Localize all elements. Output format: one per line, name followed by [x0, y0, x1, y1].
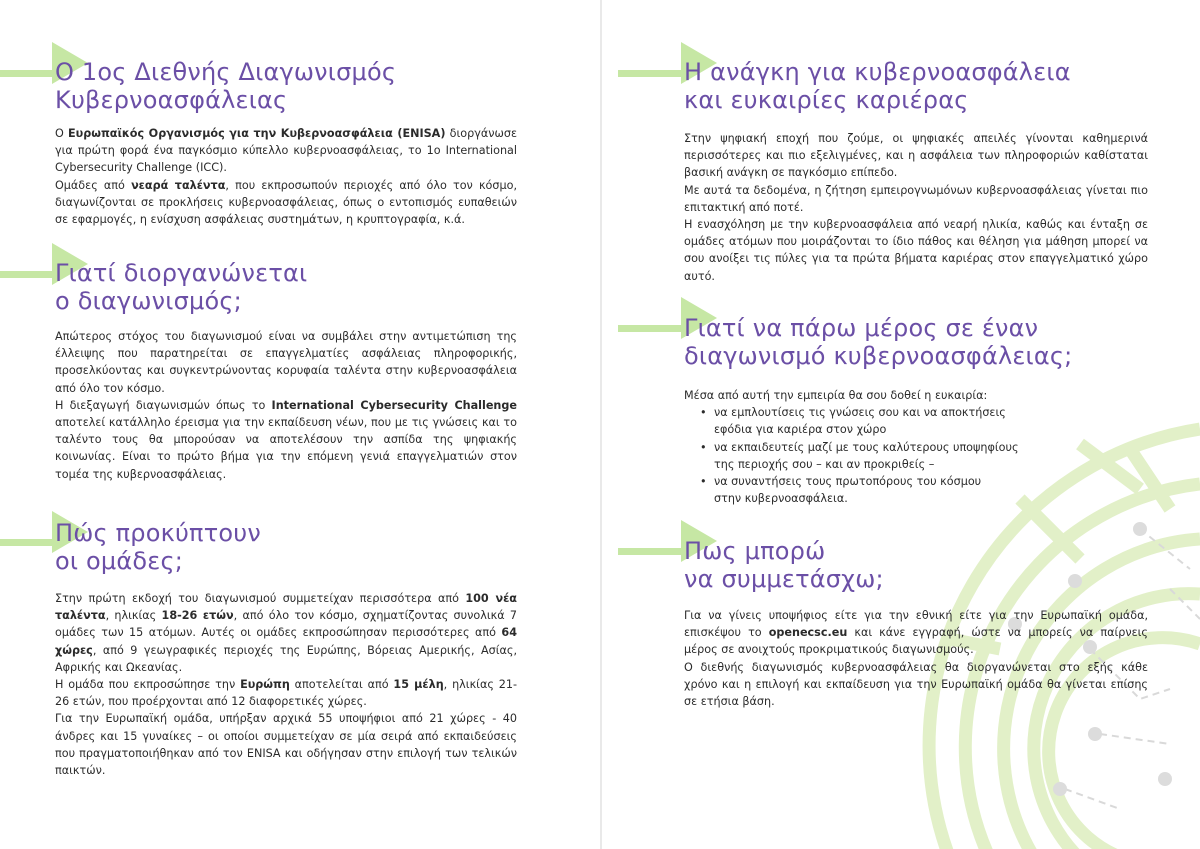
list-benefits: Μέσα από αυτή την εμπειρία θα σου δοθεί η ευκαιρία: • να εμπλουτίσεις τις γνώσεις σου και να αποκτήσεις εφόδια για καριέρα στον χώρο • να εκπαιδευτείς μαζί με τους καλύτερους υποψηφίους της περιοχής σου – και αν προκριθείς – • να συναντήσεις τους πρωτοπόρους του κόσμου στην κυβερνοασφάλεια.: [684, 387, 1148, 507]
heading-why-participate: Γιατί να πάρω μέρος σε έναν διαγωνισμό κυβερνοασφάλειας;: [684, 314, 1073, 370]
list-item: • να συναντήσεις τους πρωτοπόρους του κόσμου στην κυβερνοασφάλεια.: [700, 475, 982, 506]
paragraph-how-participate: Για να γίνεις υποψήφιος είτε για την εθνική είτε για την Ευρωπαϊκή ομάδα, επισκέψου το openecsc.eu και κάνε εγγραφή, ώστε να μπορείς να παίρνεις μέρος σε ανοιχτούς προκριματικούς διαγωνισμούς. Ο διεθνής διαγωνισμός κυβερνοασφάλειας θα διοργανώνεται στο εξής κάθε χρόνο και η επιλογή και εκπαίδευση για την Ευρωπαϊκή ομάδα θα γίνεται επίσης σε ετήσια βάση.: [684, 609, 1148, 709]
right-page: [602, 0, 1200, 849]
paragraph-teams: Στην πρώτη εκδοχή του διαγωνισμού συμμετείχαν περισσότερα από 100 νέα ταλέντα, ηλικίας 18-26 ετών, από όλο τον κόσμο, σχηματίζοντας συνολικά 7 ομάδες των 15 ατόμων. Αυτές οι ομάδες εκπροσώπησαν περισσότερες από 64 χώρες, από 9 γεωγραφικές περιοχές της Ευρώπης, Βόρειας Αμερικής, Ασίας, Αφρικής και Ωκεανίας. Η ομάδα που εκπροσώπησε την Ευρώπη αποτελείται από 15 μέλη, ηλικίας 21-26 ετών, που προέρχονται από 12 διαφορετικές χώρες. Για την Ευρωπαϊκή ομάδα, υπήρξαν αρχικά 55 υποψήφιοι από 21 χώρες - 40 άνδρες και 15 γυναίκες – οι οποίοι συμμετείχαν σε μία σειρά από εκπαιδεύσεις που πραγματοποιήθηκαν από τον ENISA και οδήγησαν στην επιλογή των τελικών παικτών.: [55, 592, 518, 778]
heading-teams: Πώς προκύπτουν οι ομάδες;: [55, 519, 261, 575]
heading-international-challenge: Ο 1ος Διεθνής Διαγωνισμός Κυβερνοασφάλειας: [55, 58, 397, 114]
heading-how-participate: Πως μπορώ να συμμετάσχω;: [684, 537, 884, 593]
heading-why-organized: Γιατί διοργανώνεται ο διαγωνισμός;: [55, 259, 308, 315]
list-item: • να εκπαιδευτείς μαζί με τους καλύτερους υποψηφίους της περιοχής σου – και αν προκριθείς –: [700, 440, 1019, 471]
paragraph-why-organized: Απώτερος στόχος του διαγωνισμού είναι να συμβάλει στην αντιμετώπιση της έλλειψης που παρατηρείται σε επαγγελματίες ασφάλειας πληροφορικής, προσελκύοντας και συγκεντρώνοντας κορυφαία ταλέντα στην κυβερνοασφάλεια από όλο τον κόσμο. Η διεξαγωγή διαγωνισμών όπως το International Cybersecurity Challenge αποτελεί κατάλληλο έρεισμα για την εκπαίδευση νέων, που με τις γνώσεις και το ταλέντο τους θα μπορούσαν να αποτελέσουν την ασπίδα της ψηφιακής κοινωνίας. Είναι το πρώτο βήμα για την επόμενη γενιά επαγγελματιών στον τομέα της κυβερνοασφάλειας.: [55, 330, 517, 481]
heading-need-career: Η ανάγκη για κυβερνοασφάλεια και ευκαιρίες καριέρας: [684, 58, 1071, 114]
paragraph-need-career: Στην ψηφιακή εποχή που ζούμε, οι ψηφιακές απειλές γίνονται καθημερινά περισσότερες και πιο εξελιγμένες, και η ασφάλεια των πληροφοριών καθίσταται βασική ανάγκη σε παγκόσμιο επίπεδο. Με αυτά τα δεδομένα, η ζήτηση εμπειρογνωμόνων κυβερνοασφάλειας γίνεται πιο επιτακτική από ποτέ. Η ενασχόληση με την κυβερνοασφάλεια από νεαρή ηλικία, καθώς και ένταξη σε ομάδες ατόμων που μοιράζονται το ίδιο πάθος και θέληση για μάθηση μπορεί να σου ανοίξει τις πύλες για τα πρώτα βήματα καριέρας στον επαγγελματικό χώρο αυτό.: [684, 132, 1148, 283]
openecsc-link[interactable]: openecsc.eu: [768, 626, 848, 640]
list-item: • να εμπλουτίσεις τις γνώσεις σου και να αποκτήσεις εφόδια για καριέρα στον χώρο: [700, 406, 1006, 437]
paragraph-intro: Ο Ευρωπαϊκός Οργανισμός για την Κυβερνοασφάλεια (ENISA) διοργάνωσε για πρώτη φορά ένα παγκόσμιο κύπελλο κυβερνοασφάλειας, το 1ο International Cybersecurity Challenge (ICC). Ομάδες από νεαρά ταλέντα, που εκπροσωπούν περιοχές από όλο τον κόσμο, διαγωνίζονται σε προκλήσεις κυβερνοασφάλειας, όπως ο εντοπισμός ευπαθειών σε εφαρμογές, η ενίσχυση ασφάλειας συστημάτων, η κρυπτογραφία, κ.ά.: [55, 127, 518, 227]
